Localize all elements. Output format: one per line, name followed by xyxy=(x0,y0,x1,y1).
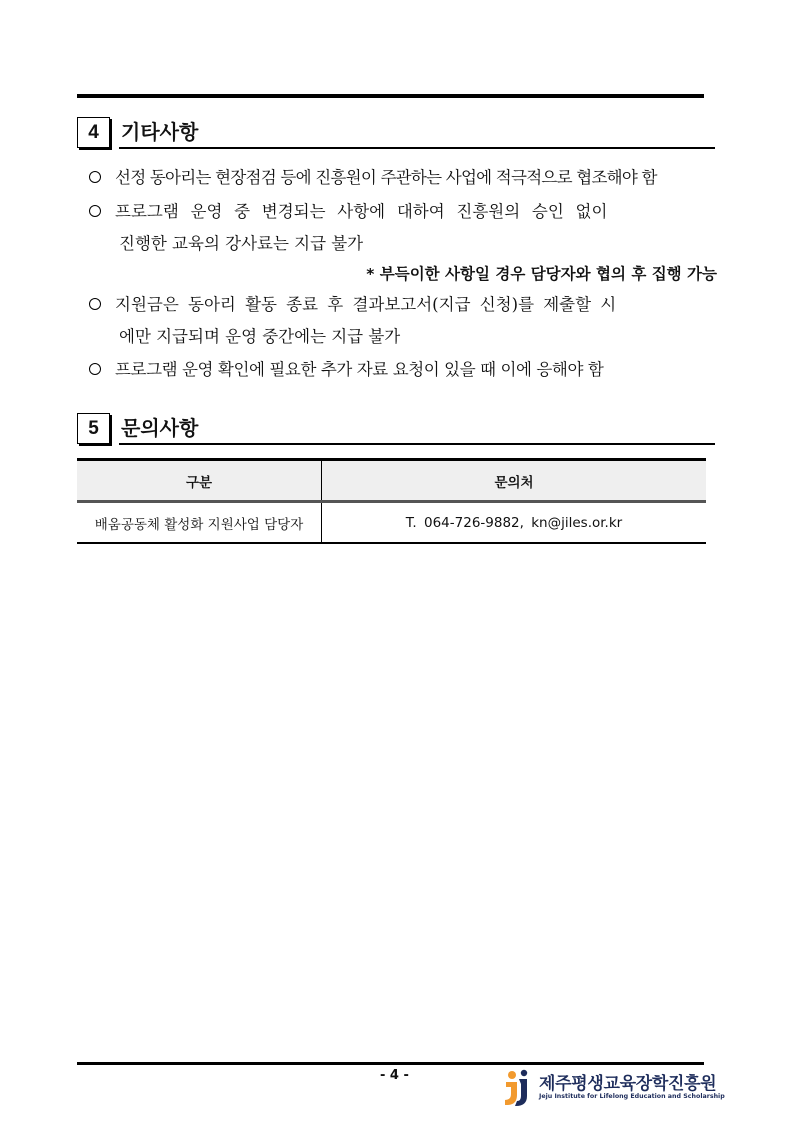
bullet-continuation: 진행한 교육의 강사료는 지급 불가 xyxy=(119,234,364,253)
bullet-continuation: 에만 지급되며 운영 중간에는 지급 불가 xyxy=(119,327,401,346)
bullet-item: 프로그램 운영 중 변경되는 사항에 대하여 진흥원의 승인 없이 xyxy=(89,201,607,223)
section-underline xyxy=(119,443,715,445)
section-title: 문의사항 xyxy=(121,416,199,440)
bottom-rule xyxy=(77,1062,704,1065)
circle-bullet-icon xyxy=(89,205,101,217)
org-logo xyxy=(503,1069,725,1107)
top-rule xyxy=(77,94,704,98)
org-name-english: Jeju Institute for Lifelong Education and Scholarship xyxy=(539,1093,725,1100)
bullet-item: 프로그램 운영 확인에 필요한 추가 자료 요청이 있을 때 이에 응해야 함 xyxy=(89,359,603,381)
column-header: 문의처 xyxy=(322,460,707,502)
circle-bullet-icon xyxy=(89,171,101,183)
page-number: - 4 - xyxy=(380,1068,409,1083)
table-cell: T. 064-726-9882, kn@jiles.or.kr xyxy=(322,502,707,544)
org-name-korean: 제주평생교육장학진흥원 xyxy=(539,1074,717,1094)
bullet-item: 지원금은 동아리 활동 종료 후 결과보고서(지급 신청)를 제출할 시 xyxy=(89,294,616,316)
section-underline xyxy=(119,147,715,149)
table-row xyxy=(77,502,706,544)
section-5-header xyxy=(77,413,715,445)
table-header-row xyxy=(77,460,706,502)
section-number: 4 xyxy=(77,117,110,148)
circle-bullet-icon xyxy=(89,298,101,310)
jiles-logo-icon xyxy=(503,1069,537,1107)
table-cell: 배움공동체 활성화 지원사업 담당자 xyxy=(77,502,322,544)
section-number: 5 xyxy=(77,413,110,444)
circle-bullet-icon xyxy=(89,363,101,375)
note-text: * 부득이한 사항일 경우 담당자와 협의 후 집행 가능 xyxy=(366,265,717,283)
section-title: 기타사항 xyxy=(121,120,199,144)
section-4-header xyxy=(77,117,715,149)
contact-table xyxy=(77,458,706,544)
bullet-item: 선정 동아리는 현장점검 등에 진흥원이 주관하는 사업에 적극적으로 협조해야 함 xyxy=(89,167,657,189)
column-header: 구분 xyxy=(77,460,322,502)
